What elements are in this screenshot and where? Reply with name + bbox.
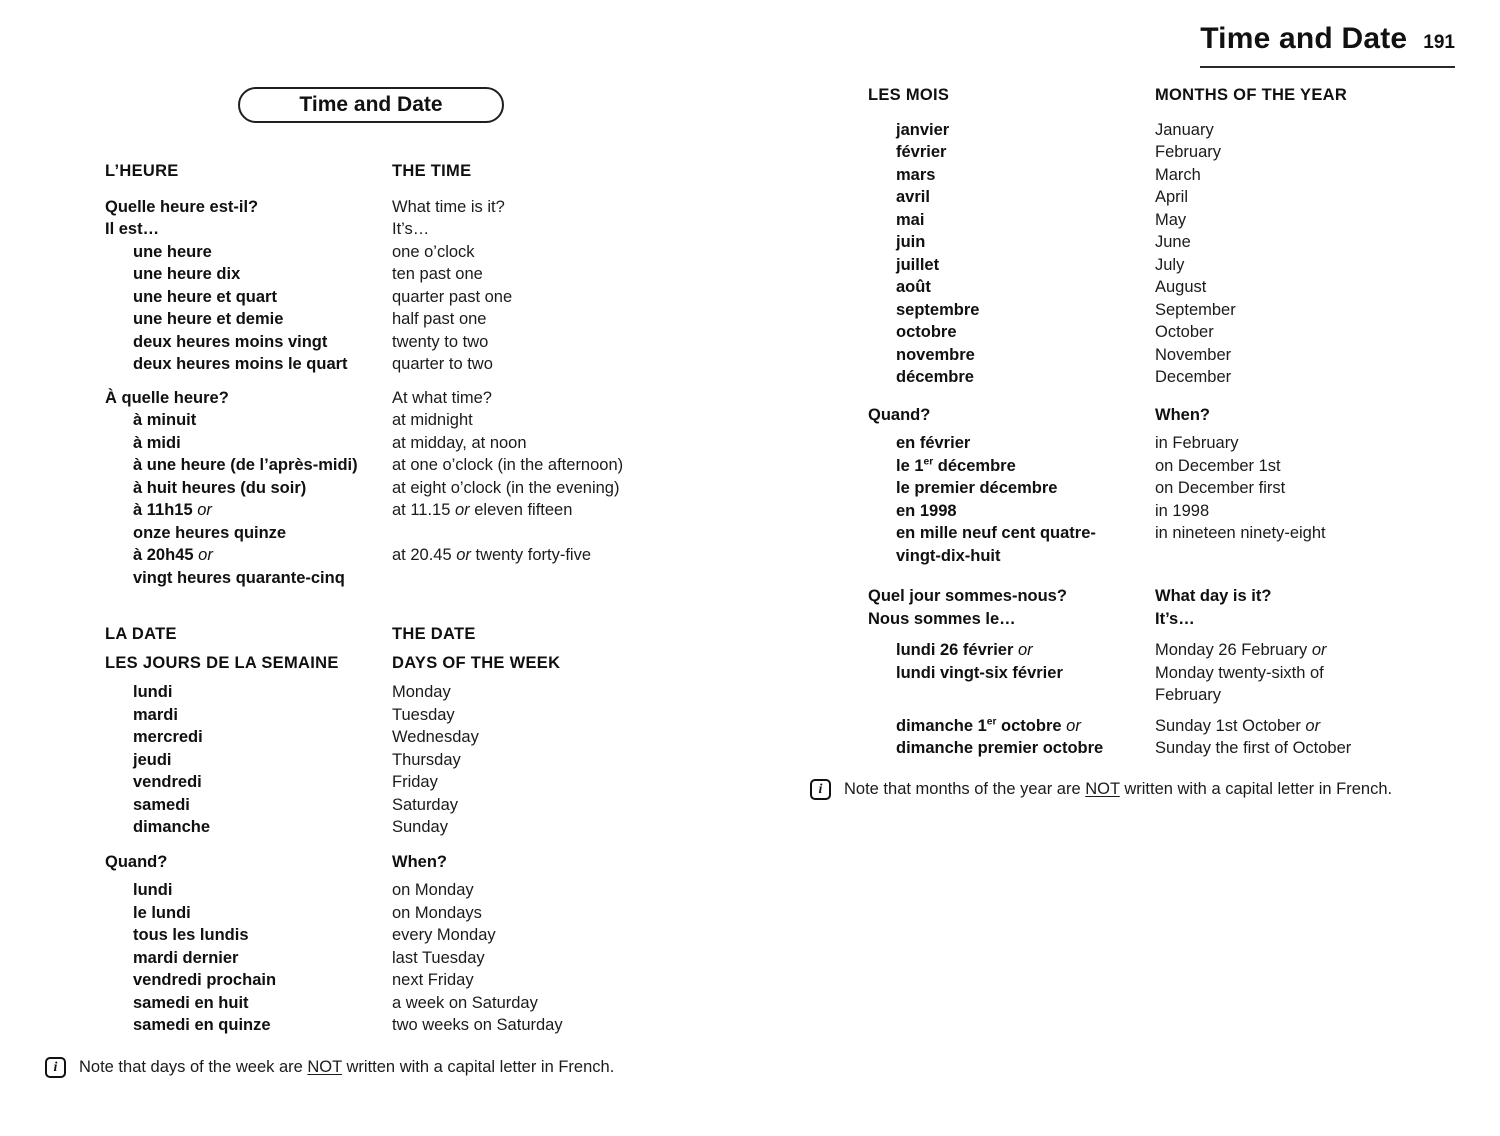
phrase-fr: juin (896, 233, 926, 251)
phrase-row (868, 522, 1448, 567)
phrase-row (105, 947, 683, 970)
phrase-row (868, 662, 1448, 707)
phrase-row (105, 969, 683, 992)
phrase-fr: mardi (133, 705, 178, 724)
phrase-fr: dimanche premier octobre (896, 739, 1104, 757)
right-column (868, 84, 1448, 760)
phrase-en: at midday, at noon (392, 433, 527, 452)
phrase-row (868, 608, 1448, 631)
section-header-fr: LES JOURS DE LA SEMAINE (105, 653, 339, 672)
phrase-en: February (1155, 143, 1222, 161)
phrase-row (105, 432, 683, 455)
phrase-row (105, 522, 683, 545)
phrase-row (105, 681, 683, 704)
phrase-row (105, 924, 683, 947)
note-days (45, 1056, 765, 1079)
phrase-row (868, 715, 1448, 738)
phrase-en: one o’clock (392, 242, 475, 261)
phrase-fr: novembre (896, 345, 975, 364)
phrase-fr: Il est… (105, 220, 160, 238)
section-header-row (105, 652, 683, 675)
phrase-fr: Quelle heure est-il? (105, 197, 259, 216)
phrase-en: next Friday (392, 971, 474, 989)
phrase-row (868, 254, 1448, 277)
phrase-fr: vendredi prochain (133, 971, 277, 989)
section-header-en: DAYS OF THE WEEK (392, 653, 561, 672)
phrase-en (392, 522, 683, 545)
phrase-en: on Mondays (392, 903, 482, 922)
phrase-fr: le lundi (133, 903, 191, 922)
phrase-en-text: Monday twenty-sixth of February (1155, 663, 1324, 704)
phrase-fr: août (896, 278, 931, 296)
section-header-fr: LES MOIS (868, 86, 950, 104)
phrase-en: last Tuesday (392, 948, 485, 967)
phrase-en: at one o’clock (in the afternoon) (392, 456, 624, 474)
phrase-fr: lundi (133, 683, 173, 701)
phrase-en: Sunday (392, 818, 448, 836)
phrase-en: ten past one (392, 265, 483, 283)
phrase-en: Friday (392, 773, 438, 791)
phrase-en: twenty to two (392, 332, 489, 351)
phrase-en: Wednesday (392, 728, 479, 746)
phrase-row (105, 263, 683, 286)
section-header-fr: LA DATE (105, 625, 177, 643)
note-text: Note that days of the week are NOT written with a capital letter in French. (79, 1058, 615, 1076)
phrase-fr: dimanche (133, 818, 211, 836)
phrase-row (868, 299, 1448, 322)
phrase-en: Monday (392, 683, 451, 701)
phrase-row (105, 499, 683, 522)
phrase-row (105, 816, 683, 839)
phrase-en: January (1155, 120, 1214, 139)
phrase-en: June (1155, 233, 1191, 251)
phrase-fr: le premier décembre (896, 479, 1058, 497)
phrase-row (105, 992, 683, 1015)
phrase-fr: janvier (896, 120, 950, 139)
phrase-row (105, 567, 683, 590)
phrase-fr: samedi (133, 795, 190, 814)
phrase-fr: à minuit (133, 411, 197, 429)
phrase-row (868, 119, 1448, 142)
section-header-en: THE TIME (392, 162, 472, 180)
phrase-en: Sunday the first of October (1155, 739, 1352, 757)
phrase-fr: septembre (896, 300, 980, 319)
phrase-fr-text: en mille neuf cent quatre-vingt-dix-huit (896, 524, 1096, 565)
phrase-en: When? (392, 852, 447, 871)
phrase-en (392, 567, 683, 590)
phrase-fr: tous les lundis (133, 926, 249, 944)
phrase-en: at 11.15 or eleven fifteen (392, 501, 573, 519)
phrase-row (868, 231, 1448, 254)
phrase-row (105, 794, 683, 817)
phrase-row (868, 209, 1448, 232)
phrase-row (105, 749, 683, 772)
phrase-row (868, 321, 1448, 344)
phrase-en: half past one (392, 310, 487, 328)
phrase-en: a week on Saturday (392, 993, 538, 1012)
phrase-fr: mardi dernier (133, 948, 239, 967)
phrase-fr: une heure et quart (133, 287, 277, 306)
phrase-row (105, 353, 683, 376)
phrase-en: Monday 26 February or (1155, 641, 1327, 659)
phrase-row (868, 344, 1448, 367)
phrase-row (868, 141, 1448, 164)
phrase-fr: dimanche 1er octobre or (896, 716, 1081, 735)
phrase-row (868, 366, 1448, 389)
info-icon: i (45, 1057, 66, 1078)
phrase-row (105, 879, 683, 902)
phrase-en: at 20.45 or twenty forty-five (392, 546, 592, 564)
phrase-fr: une heure (133, 242, 212, 261)
phrase-row (105, 409, 683, 432)
left-column (105, 160, 683, 1037)
phrase-fr: lundi 26 février or (896, 641, 1033, 659)
phrase-en: April (1155, 188, 1189, 206)
phrase-row (868, 500, 1448, 523)
phrase-fr: en 1998 (896, 501, 957, 520)
phrase-en: Saturday (392, 795, 459, 814)
phrase-row (105, 454, 683, 477)
section-header-row (868, 84, 1448, 107)
phrase-fr: en février (896, 434, 971, 452)
phrase-en: two weeks on Saturday (392, 1016, 563, 1034)
running-head (1200, 22, 1455, 68)
phrase-fr: Quel jour sommes-nous? (868, 587, 1067, 605)
title-box (238, 87, 504, 123)
page-number: 191 (1423, 32, 1455, 53)
phrase-en: September (1155, 300, 1236, 319)
phrase-row (868, 455, 1448, 478)
phrase-fr: Quand? (105, 852, 168, 871)
phrase-fr: mai (896, 210, 925, 229)
phrase-fr: deux heures moins vingt (133, 332, 328, 351)
phrase-row (868, 186, 1448, 209)
phrase-en: July (1155, 255, 1185, 274)
phrase-row (105, 726, 683, 749)
phrase-en: Thursday (392, 750, 461, 769)
phrase-row (105, 477, 683, 500)
phrase-fr: à midi (133, 433, 181, 452)
phrase-fr: février (896, 143, 947, 161)
phrase-row (105, 387, 683, 410)
phrase-fr: décembre (896, 368, 974, 386)
phrase-fr: vendredi (133, 773, 202, 791)
phrase-en: December (1155, 368, 1232, 386)
phrase-row (105, 308, 683, 331)
phrase-row (868, 737, 1448, 760)
page-title: Time and Date (1200, 22, 1408, 55)
phrase-row (105, 851, 683, 874)
phrase-fr: mercredi (133, 728, 203, 746)
phrase-row (105, 902, 683, 925)
phrase-row (868, 432, 1448, 455)
phrase-fr: jeudi (133, 750, 172, 769)
phrase-fr: lundi vingt-six février (896, 663, 1063, 682)
phrase-fr: mars (896, 165, 936, 184)
phrase-fr: à une heure (de l’après-midi) (133, 456, 358, 474)
phrase-row (868, 585, 1448, 608)
phrase-fr: avril (896, 188, 930, 206)
phrase-fr: deux heures moins le quart (133, 355, 348, 373)
phrase-fr: onze heures quinze (133, 523, 287, 542)
phrase-en: Tuesday (392, 705, 455, 724)
phrase-en: It’s… (392, 220, 430, 238)
phrase-fr: Quand? (868, 405, 931, 424)
phrase-en: Sunday 1st October or (1155, 716, 1321, 735)
phrase-fr: vingt heures quarante-cinq (133, 568, 345, 587)
section-header-row (105, 160, 683, 183)
phrase-row (105, 218, 683, 241)
section-header-fr: L’HEURE (105, 162, 179, 180)
section-header-en: THE DATE (392, 625, 476, 643)
phrase-en (1155, 662, 1446, 707)
phrase-row (105, 771, 683, 794)
phrase-en: At what time? (392, 388, 492, 407)
phrase-en: in February (1155, 434, 1239, 452)
phrase-fr: le 1er décembre (896, 456, 1016, 475)
phrase-fr: une heure et demie (133, 310, 284, 328)
phrase-row (105, 196, 683, 219)
note-months (810, 778, 1415, 801)
phrase-row (868, 477, 1448, 500)
phrase-fr: samedi en quinze (133, 1016, 271, 1034)
phrase-fr: À quelle heure? (105, 388, 229, 407)
phrase-row (105, 286, 683, 309)
phrase-row (868, 276, 1448, 299)
phrase-en: When? (1155, 405, 1210, 424)
phrase-en: What time is it? (392, 197, 505, 216)
phrase-en: It’s… (1155, 609, 1195, 628)
phrase-row (105, 331, 683, 354)
phrase-fr: octobre (896, 323, 957, 341)
phrase-en: What day is it? (1155, 587, 1272, 605)
phrase-en: on December first (1155, 479, 1286, 497)
phrase-fr: Nous sommes le… (868, 609, 1016, 628)
phrase-en: in nineteen ninety-eight (1155, 524, 1326, 542)
phrase-fr: lundi (133, 881, 173, 899)
phrase-en: August (1155, 278, 1207, 296)
phrase-row (868, 164, 1448, 187)
phrase-en: quarter to two (392, 355, 493, 373)
phrase-fr: une heure dix (133, 265, 241, 283)
phrase-fr: à 20h45 or (133, 546, 213, 564)
phrase-row (105, 1014, 683, 1037)
phrase-en: November (1155, 345, 1232, 364)
phrase-en: on December 1st (1155, 456, 1281, 475)
section-header-row (105, 623, 683, 646)
note-text: Note that months of the year are NOT written with a capital letter in French. (844, 780, 1393, 798)
phrase-fr (868, 522, 1155, 567)
phrase-en: at midnight (392, 411, 473, 429)
phrase-fr: à 11h15 or (133, 501, 212, 519)
phrase-fr: juillet (896, 255, 940, 274)
phrase-en: quarter past one (392, 287, 513, 306)
phrase-en: at eight o’clock (in the evening) (392, 478, 620, 497)
info-icon: i (810, 779, 831, 800)
phrase-en: May (1155, 210, 1187, 229)
phrase-row (105, 704, 683, 727)
phrase-fr: à huit heures (du soir) (133, 478, 307, 497)
title-box-label: Time and Date (299, 93, 443, 116)
phrase-row (105, 241, 683, 264)
section-header-en: MONTHS OF THE YEAR (1155, 86, 1348, 104)
phrase-en: October (1155, 323, 1214, 341)
phrase-en: March (1155, 165, 1201, 184)
phrase-row (105, 544, 683, 567)
phrase-en: every Monday (392, 926, 496, 944)
phrase-row (868, 639, 1448, 662)
phrase-row (868, 404, 1448, 427)
phrase-fr: samedi en huit (133, 993, 249, 1012)
phrase-en: in 1998 (1155, 501, 1210, 520)
phrase-en: on Monday (392, 881, 474, 899)
